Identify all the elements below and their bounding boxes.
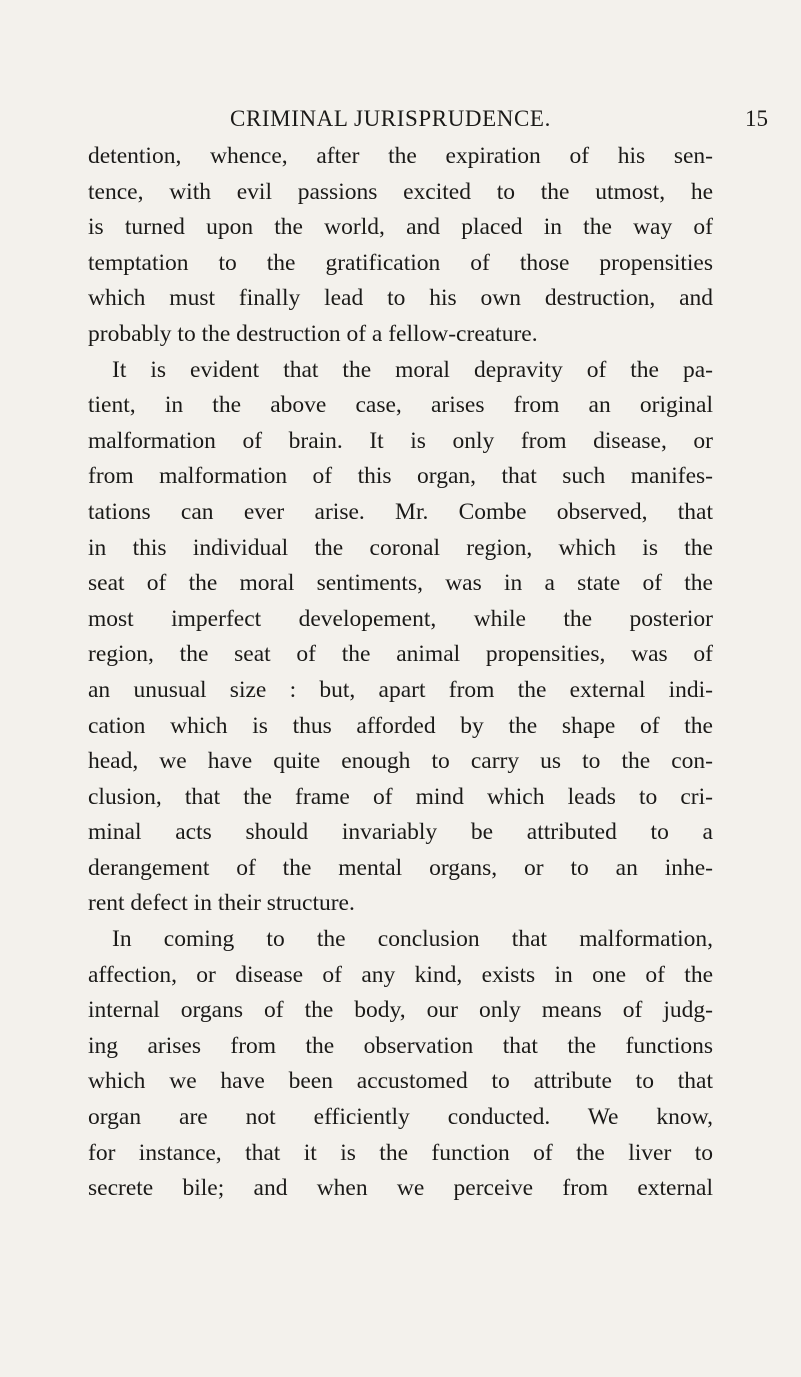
text-line: an unusual size : but, apart from the external indi- bbox=[88, 676, 713, 703]
text-line: is turned upon the world, and placed in the way of bbox=[88, 214, 713, 241]
text-line: region, the seat of the animal propensities, was of bbox=[88, 641, 713, 668]
text-line: It is evident that the moral depravity of the pa- bbox=[112, 356, 713, 383]
text-line: organ are not efficiently conducted. We know, bbox=[88, 1104, 713, 1131]
text-line: head, we have quite enough to carry us to the con- bbox=[88, 748, 713, 775]
text-line: tient, in the above case, arises from an original bbox=[88, 392, 713, 419]
text-line: probably to the destruction of a fellow-creature. bbox=[88, 320, 538, 347]
text-line: malformation of brain. It is only from disease, or bbox=[88, 427, 713, 454]
text-line: which must finally lead to his own destruction, and bbox=[88, 285, 713, 312]
body-text bbox=[88, 139, 713, 1207]
running-head: CRIMINAL JURISPRUDENCE. bbox=[230, 106, 551, 131]
text-line: In coming to the conclusion that malformation, bbox=[112, 926, 713, 953]
text-line: temptation to the gratification of those propensities bbox=[88, 249, 713, 276]
text-line: affection, or disease of any kind, exists in one of the bbox=[88, 961, 713, 988]
text-line: tations can ever arise. Mr. Combe observed, that bbox=[88, 498, 713, 525]
text-line: secrete bile; and when we perceive from external bbox=[88, 1175, 713, 1202]
text-line: ing arises from the observation that the functions bbox=[88, 1032, 713, 1059]
text-line: derangement of the mental organs, or to an inhe- bbox=[88, 854, 713, 881]
text-line: seat of the moral sentiments, was in a state of the bbox=[88, 570, 713, 597]
text-line: detention, whence, after the expiration of his sen- bbox=[88, 143, 713, 169]
text-line: clusion, that the frame of mind which leads to cri- bbox=[88, 783, 713, 810]
text-line: tence, with evil passions excited to the utmost, he bbox=[88, 178, 713, 205]
text-line: from malformation of this organ, that such manifes- bbox=[88, 463, 713, 490]
text-line: for instance, that it is the function of the liver to bbox=[88, 1139, 713, 1166]
page-number: 15 bbox=[745, 106, 768, 131]
text-line: most imperfect developement, while the posterior bbox=[88, 605, 713, 632]
text-line: cation which is thus afforded by the shape of the bbox=[88, 712, 713, 739]
text-line: which we have been accustomed to attribute to that bbox=[88, 1068, 713, 1095]
text-line: rent defect in their structure. bbox=[88, 890, 355, 917]
text-line: internal organs of the body, our only means of judg- bbox=[88, 997, 713, 1024]
text-line: in this individual the coronal region, which is the bbox=[88, 534, 713, 561]
text-line: minal acts should invariably be attributed to a bbox=[88, 819, 713, 846]
